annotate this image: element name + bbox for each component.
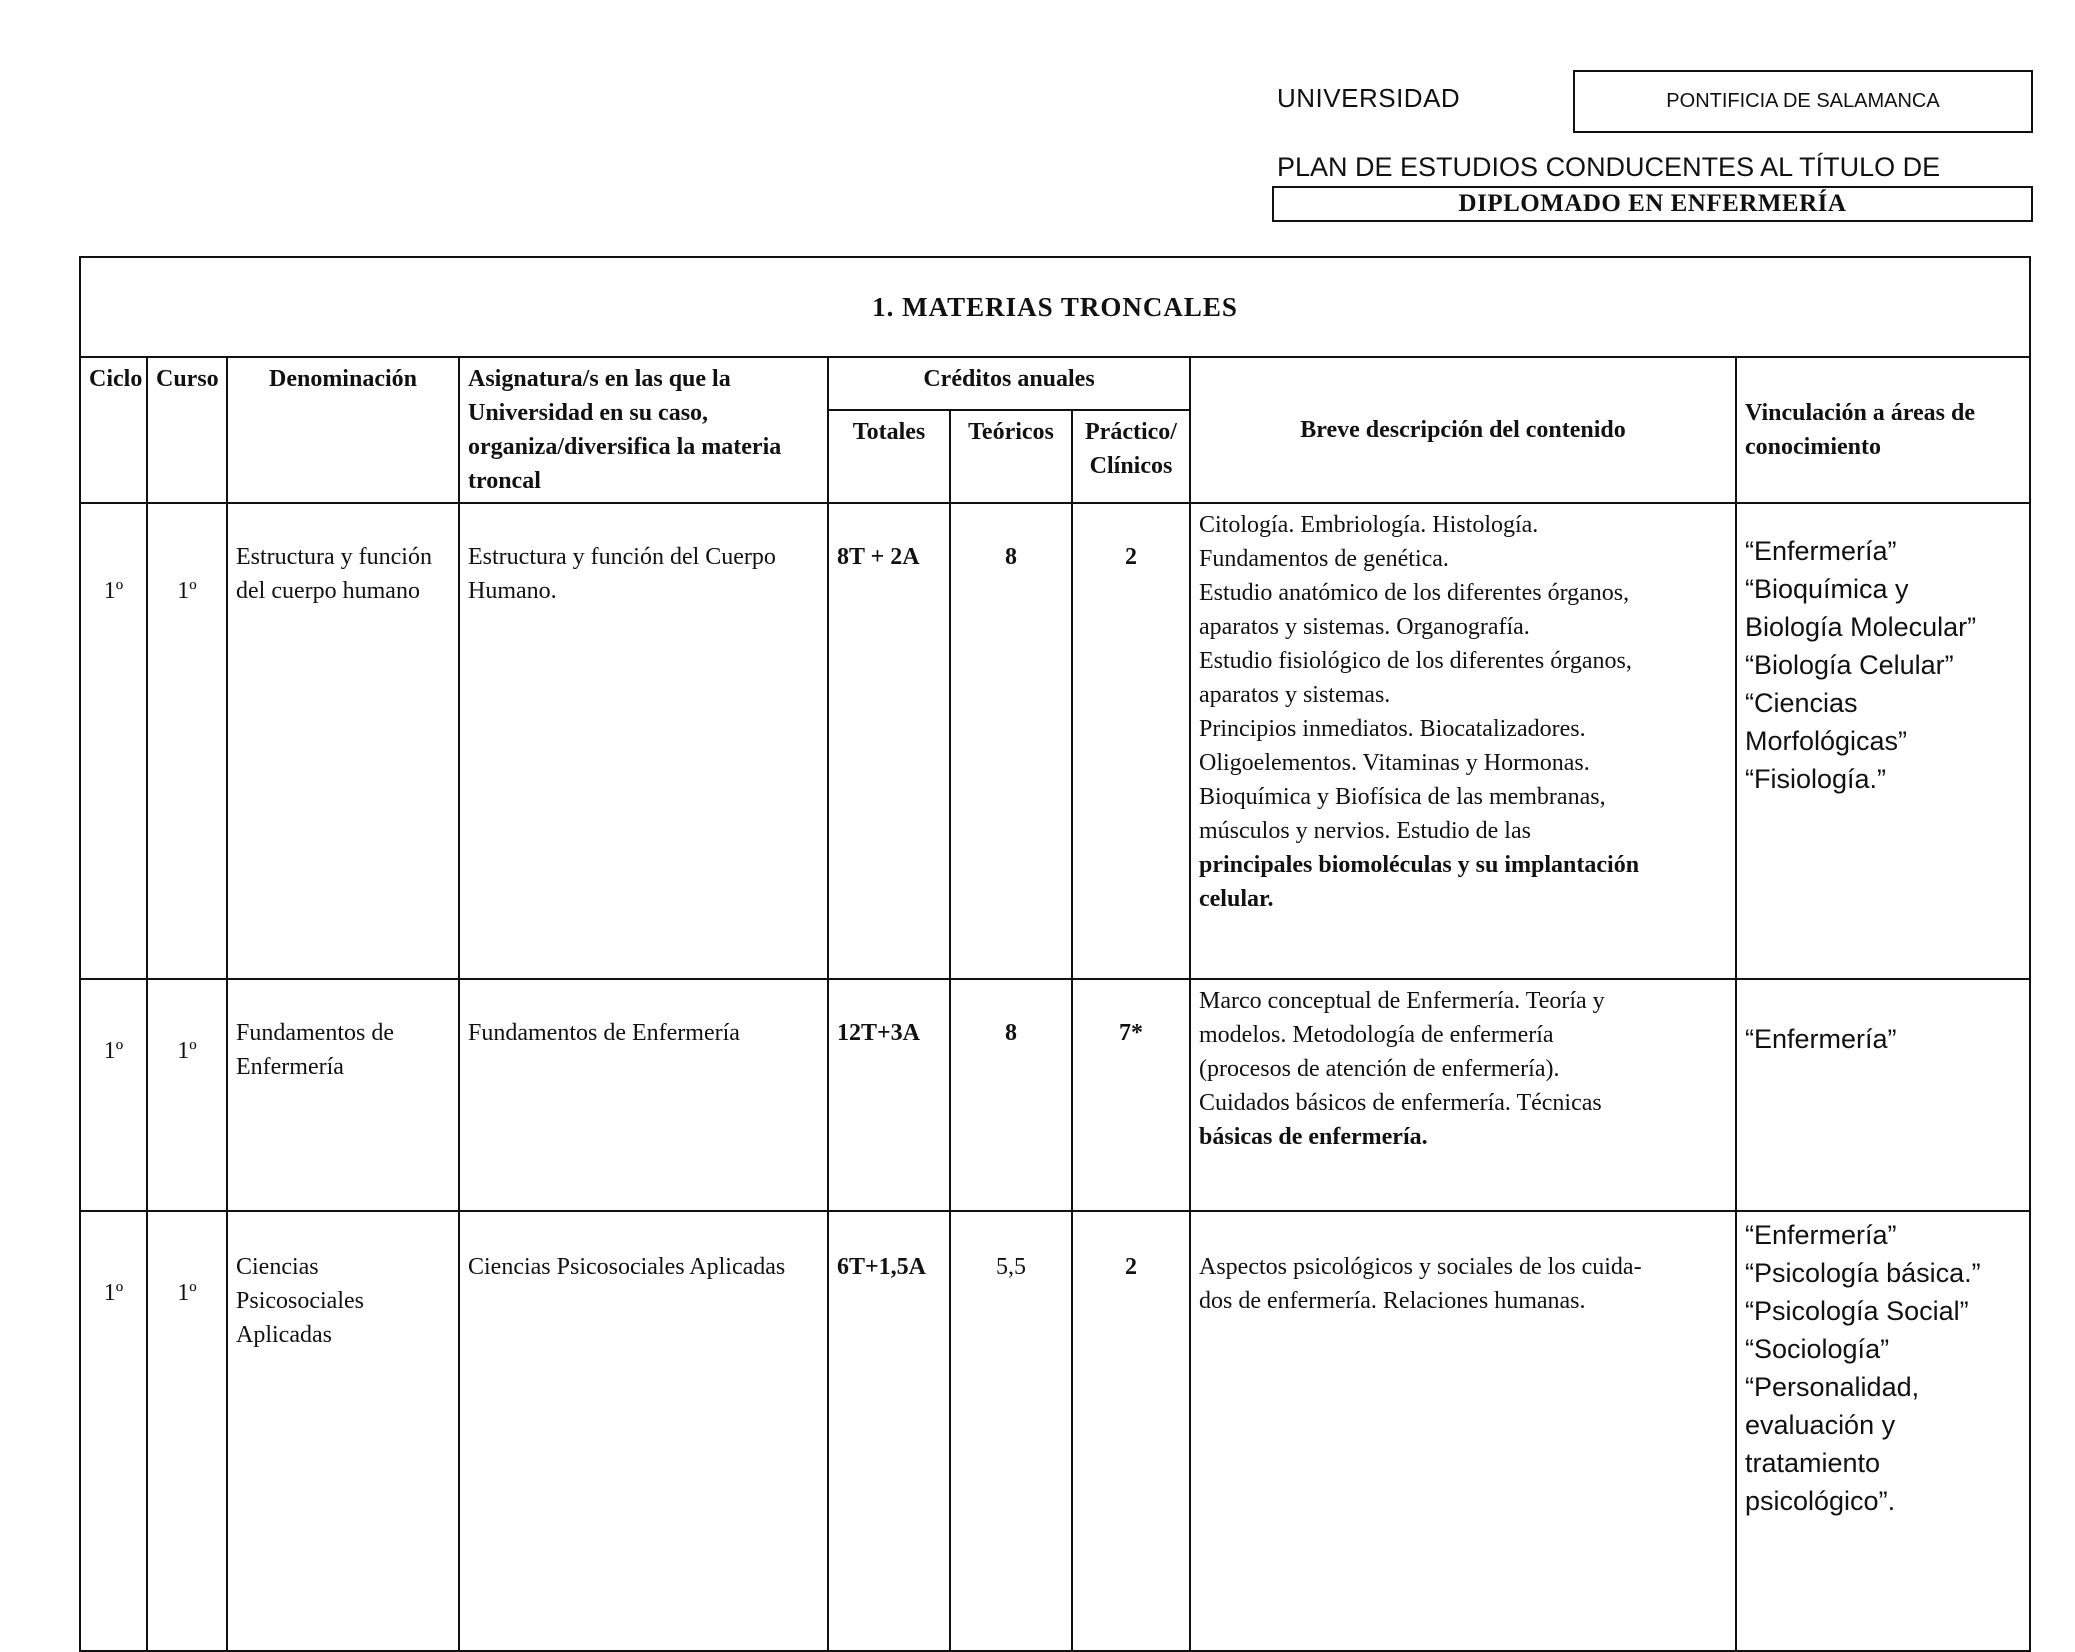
desc-line: Principios inmediatos. Biocatalizadores. — [1199, 716, 1586, 742]
desc-line: Citología. Embriología. Histología. — [1199, 512, 1539, 538]
desc-line: dos de enfermería. Relaciones humanas. — [1199, 1288, 1586, 1314]
cell-descripcion — [1190, 1211, 1736, 1651]
vinc-line: “Enfermería” — [1745, 1220, 1897, 1250]
vinc-line: “Bioquímica y — [1745, 574, 1909, 604]
cell-curso: 1º — [147, 979, 227, 1211]
desc-line: Bioquímica y Biofísica de las membranas, — [1199, 784, 1606, 810]
desc-line: principales biomoléculas y su implantación — [1199, 852, 1640, 878]
col-teoricos: Teóricos — [950, 410, 1072, 503]
vinc-line: Morfológicas” — [1745, 726, 1908, 756]
cell-practicos: 7* — [1072, 979, 1190, 1211]
cell-curso: 1º — [147, 1211, 227, 1651]
vinc-line: tratamiento — [1745, 1448, 1881, 1478]
desc-line: modelos. Metodología de enfermería — [1199, 1022, 1554, 1048]
cell-practicos: 2 — [1072, 1211, 1190, 1651]
col-ciclo: Ciclo — [80, 357, 147, 503]
cell-curso: 1º — [147, 503, 227, 979]
cell-asignatura: Fundamentos de Enfermería — [459, 979, 828, 1211]
cell-vinculacion — [1736, 1211, 2030, 1651]
vinc-line: “Sociología” — [1745, 1334, 1890, 1364]
desc-line: Estudio fisiológico de los diferentes órganos, — [1199, 648, 1632, 674]
cell-denominacion: Ciencias Psicosociales Aplicadas — [227, 1211, 459, 1651]
cell-descripcion — [1190, 503, 1736, 979]
desc-line: Fundamentos de genética. — [1199, 546, 1449, 572]
desc-line: aparatos y sistemas. — [1199, 682, 1391, 708]
vinc-line: “Psicología básica.” — [1745, 1258, 1981, 1288]
desc-line: Estudio anatómico de los diferentes órganos, — [1199, 580, 1630, 606]
cell-totales: 12T+3A — [828, 979, 950, 1211]
vinc-line: “Ciencias — [1745, 688, 1858, 718]
col-totales: Totales — [828, 410, 950, 503]
cell-vinculacion — [1736, 979, 2030, 1211]
cell-descripcion — [1190, 979, 1736, 1211]
table-row — [80, 503, 2030, 979]
col-practicos: Práctico/ Clínicos — [1072, 410, 1190, 503]
cell-totales: 8T + 2A — [828, 503, 950, 979]
vinc-line: Biología Molecular” — [1745, 612, 1977, 642]
universidad-name: PONTIFICIA DE SALAMANCA — [1666, 90, 1940, 112]
col-vinculacion: Vinculación a áreas de conocimiento — [1736, 357, 2030, 503]
desc-line: (procesos de atención de enfermería). — [1199, 1056, 1560, 1082]
col-asignatura: Asignatura/s en las que la Universidad en su caso, organiza/diversifica la materia troncal — [459, 357, 828, 503]
section-title: 1. MATERIAS TRONCALES — [80, 257, 2030, 357]
desc-line: Marco conceptual de Enfermería. Teoría y — [1199, 988, 1605, 1014]
cell-ciclo: 1º — [80, 503, 147, 979]
desc-line: básicas de enfermería. — [1199, 1124, 1428, 1150]
universidad-label: UNIVERSIDAD — [1277, 83, 1461, 113]
col-denominacion: Denominación — [227, 357, 459, 503]
cell-ciclo: 1º — [80, 979, 147, 1211]
universidad-name-box — [1573, 70, 2033, 133]
titulo-box — [1272, 186, 2033, 222]
cell-ciclo: 1º — [80, 1211, 147, 1651]
vinc-line: psicológico”. — [1745, 1486, 1896, 1516]
col-creditos: Créditos anuales — [828, 357, 1190, 410]
cell-asignatura: Estructura y función del Cuerpo Humano. — [459, 503, 828, 979]
table-row — [80, 1211, 2030, 1651]
cell-totales: 6T+1,5A — [828, 1211, 950, 1651]
vinc-line: “Enfermería” — [1745, 1024, 1897, 1054]
titulo: DIPLOMADO EN ENFERMERÍA — [1458, 190, 1847, 217]
cell-denominacion: Fundamentos de Enfermería — [227, 979, 459, 1211]
desc-line: aparatos y sistemas. Organografía. — [1199, 614, 1530, 640]
vinc-line: “Fisiología.” — [1745, 764, 1887, 794]
vinc-line: evaluación y — [1745, 1410, 1896, 1440]
cell-practicos: 2 — [1072, 503, 1190, 979]
vinc-line: “Enfermería” — [1745, 536, 1897, 566]
desc-line: Oligoelementos. Vitaminas y Hormonas. — [1199, 750, 1590, 776]
plan-label: PLAN DE ESTUDIOS CONDUCENTES AL TÍTULO DE — [1277, 152, 1941, 182]
table-row — [80, 979, 2030, 1211]
cell-teoricos: 8 — [950, 503, 1072, 979]
vinc-line: “Psicología Social” — [1745, 1296, 1969, 1326]
col-descripcion: Breve descripción del contenido — [1190, 357, 1736, 503]
cell-asignatura: Ciencias Psicosociales Aplicadas — [459, 1211, 828, 1651]
col-curso: Curso — [147, 357, 227, 503]
desc-line: celular. — [1199, 886, 1274, 912]
desc-line: músculos y nervios. Estudio de las — [1199, 818, 1531, 844]
vinc-line: “Personalidad, — [1745, 1372, 1920, 1402]
desc-line: Cuidados básicos de enfermería. Técnicas — [1199, 1090, 1602, 1116]
cell-teoricos: 5,5 — [950, 1211, 1072, 1651]
cell-vinculacion — [1736, 503, 2030, 979]
materias-table — [79, 256, 2031, 1652]
cell-denominacion: Estructura y función del cuerpo humano — [227, 503, 459, 979]
vinc-line: “Biología Celular” — [1745, 650, 1954, 680]
cell-teoricos: 8 — [950, 979, 1072, 1211]
desc-line: Aspectos psicológicos y sociales de los cuida- — [1199, 1254, 1642, 1280]
